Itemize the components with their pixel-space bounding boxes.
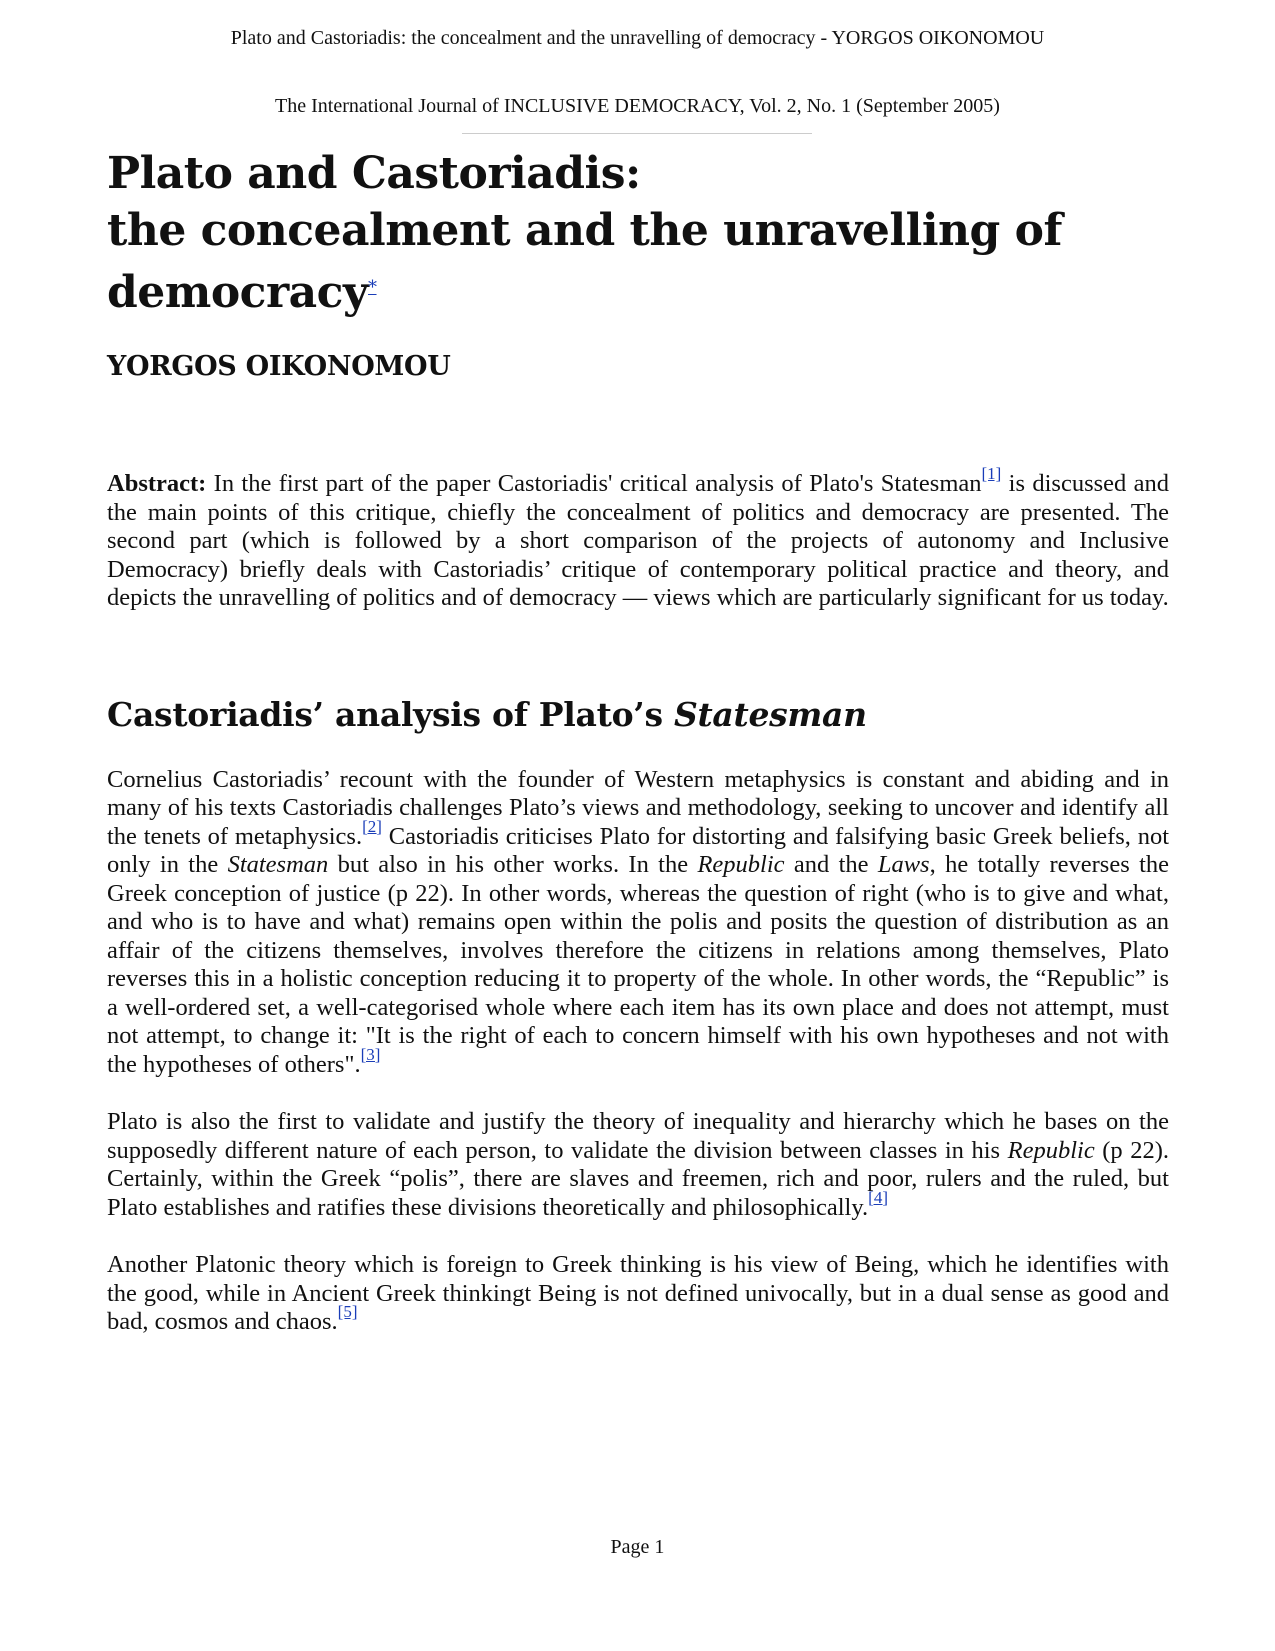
footnote-link-2[interactable]: [2]: [362, 816, 382, 836]
page-number: Page 1: [610, 1536, 665, 1558]
body-paragraph-2: [107, 1108, 1169, 1222]
footnote-link-1[interactable]: [1]: [981, 464, 1002, 483]
article-body: [107, 145, 1169, 1337]
author-name: YORGOS OIKONOMOU: [107, 351, 451, 382]
p1-text-3: but also in his other works. In the: [328, 851, 698, 878]
p1-text-5: , he totally reverses the Greek conception of justice (p 22). In other words, whereas the question of right (who is to give and what, and who is to have and what) remains open within the polis and posits the question of distribution as an affair of the citizens themselves, involves therefore the citizens in relations among themselves, Plato reverses this in a holistic conception reducing it to property of the whole. In other words, the “Republic” is a well-ordered set, a well-categorised whole where each item has its own place and does not attempt, must not attempt, to change it: "It is the right of each to concern himself with his own hypotheses and not with the hypotheses of others".: [107, 851, 1169, 1078]
abstract-label: Abstract:: [107, 470, 207, 497]
header-divider: [462, 133, 812, 134]
p2-text-1: Plato is also the first to validate and justify the theory of inequality and hierarchy which he bases on the supposedly different nature of each person, to validate the division between classes in his: [107, 1108, 1169, 1164]
footnote-link-4[interactable]: [4]: [868, 1187, 888, 1207]
section-heading-italic: Statesman: [673, 694, 867, 734]
p1-italic-laws: Laws: [877, 851, 930, 878]
running-header: Plato and Castoriadis: the concealment and the unravelling of democracy - YORGOS OIKONOMOU: [230, 27, 1045, 49]
p1-text-1: Cornelius Castoriadis’ recount with the founder of Western metaphysics is constant and abiding and in many of his texts Castoriadis challenges Plato’s views and methodology, seeking to uncover and identify all the tenets of metaphysics.: [107, 765, 1169, 850]
journal-citation: The International Journal of INCLUSIVE DEMOCRACY, Vol. 2, No. 1 (September 2005): [275, 95, 1000, 117]
title-line-3-text: democracy: [107, 267, 369, 318]
p2-italic-republic: Republic: [1007, 1136, 1095, 1164]
title-line-2: the concealment and the unravelling of: [107, 205, 1062, 256]
p1-text-2: Castoriadis criticises Plato for distorting and falsifying basic Greek beliefs, not only in the: [107, 822, 1169, 878]
p1-text-4: and the: [784, 851, 878, 878]
title-note-link[interactable]: *: [368, 277, 377, 298]
title-line-1: Plato and Castoriadis:: [107, 148, 641, 199]
p3-text-1: Another Platonic theory which is foreign to Greek thinking is his view of Being, which he identifies with the good, while in Ancient Greek thinkingt Being is not defined univocally, but in a dual sense as good and bad, cosmos and chaos.: [107, 1251, 1169, 1335]
p1-italic-statesman: Statesman: [227, 851, 329, 878]
body-paragraph-1: [107, 766, 1169, 1080]
section-heading-text: Castoriadis’ analysis of Plato’s: [107, 694, 674, 734]
p1-italic-republic: Republic: [697, 851, 785, 878]
abstract-paragraph: [107, 464, 1169, 613]
abstract-text-b: is discussed and the main points of this critique, chiefly the concealment of politics and democracy are presented. The second part (which is followed by a short comparison of the projects of autonomy and Inclusive Democracy) briefly deals with Castoriadis’ critique of contemporary political practice and theory, and depicts the unravelling of politics and of democracy — views which are particularly significant for us today.: [107, 470, 1169, 611]
footnote-link-3[interactable]: [3]: [360, 1044, 381, 1064]
section-heading: [107, 695, 1169, 734]
title-line-3: [107, 259, 1169, 321]
footnote-link-5[interactable]: [5]: [337, 1302, 358, 1321]
p2-text-2: (p 22). Certainly, within the Greek “polis”, there are slaves and freemen, rich and poor, rulers and the ruled, but Plato establishes and ratifies these divisions theoretically and philosophically.: [107, 1136, 1170, 1221]
article-title: [107, 145, 1169, 321]
body-paragraph-3: [107, 1251, 1169, 1337]
abstract-text-a: In the first part of the paper Castoriadis' critical analysis of Plato's Statesman: [206, 470, 982, 497]
